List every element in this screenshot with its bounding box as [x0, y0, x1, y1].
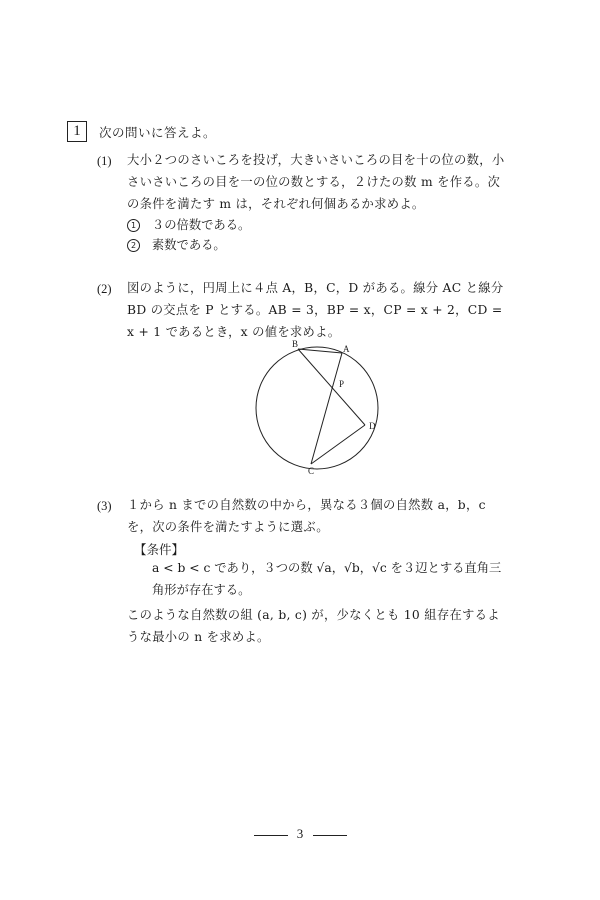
q1-label: (1) — [97, 154, 112, 168]
q1-sub1-text: ３の倍数である。 — [151, 218, 251, 232]
footer-dash-right — [313, 835, 347, 836]
problem-number: 1 — [73, 123, 81, 139]
q2-label: (2) — [97, 282, 112, 296]
problem-instruction: 次の問いに答えよ。 — [99, 125, 217, 140]
page-number: 3 — [296, 826, 304, 841]
point-c-label: C — [308, 466, 315, 476]
point-b-label: B — [292, 339, 299, 349]
q3-closing-text: このような自然数の組 (a, b, c) が，少なくとも 10 組存在するような最小の n を求めよ。 — [127, 608, 500, 644]
circled-number-1: 1 — [127, 219, 140, 232]
circled-number-2: 2 — [127, 239, 140, 252]
point-d-label: D — [369, 421, 376, 431]
q1-text: 大小２つのさいころを投げ，大きいさいころの目を十の位の数，小さいさいころの目を一の位の数とする，２けたの数 m を作る。次の条件を満たす m は，それぞれ何個あるか求めよ。 — [127, 153, 505, 211]
q2-text: 図のように，円周上に４点 A，B，C，D がある。線分 AC と線分 BD の交点を P とする。AB = 3，BP = x，CP = x + 2，CD = x + 1 であるとき，x の値を求めよ。 — [127, 281, 504, 339]
condition-text: a < b < c であり，３つの数 √a，√b，√c を３辺とする直角三角形が存在する。 — [152, 561, 502, 597]
q1-sub1 — [127, 216, 250, 234]
footer-dash-left — [254, 835, 288, 836]
q1-sub2-text: 素数である。 — [151, 238, 226, 252]
page-footer — [0, 826, 600, 842]
point-a-label: A — [343, 344, 350, 354]
q3-label: (3) — [97, 499, 112, 513]
q3-text: １から n までの自然数の中から，異なる３個の自然数 a，b，c を，次の条件を満たすように選ぶ。 — [127, 498, 486, 534]
segment-cd — [311, 425, 365, 464]
circle-figure — [244, 336, 394, 481]
point-p-label: P — [339, 379, 345, 389]
condition-label: 【条件】 — [134, 542, 185, 557]
circle-outline — [256, 347, 378, 469]
problem-number-box — [67, 121, 87, 142]
q1-sub2 — [127, 236, 226, 254]
